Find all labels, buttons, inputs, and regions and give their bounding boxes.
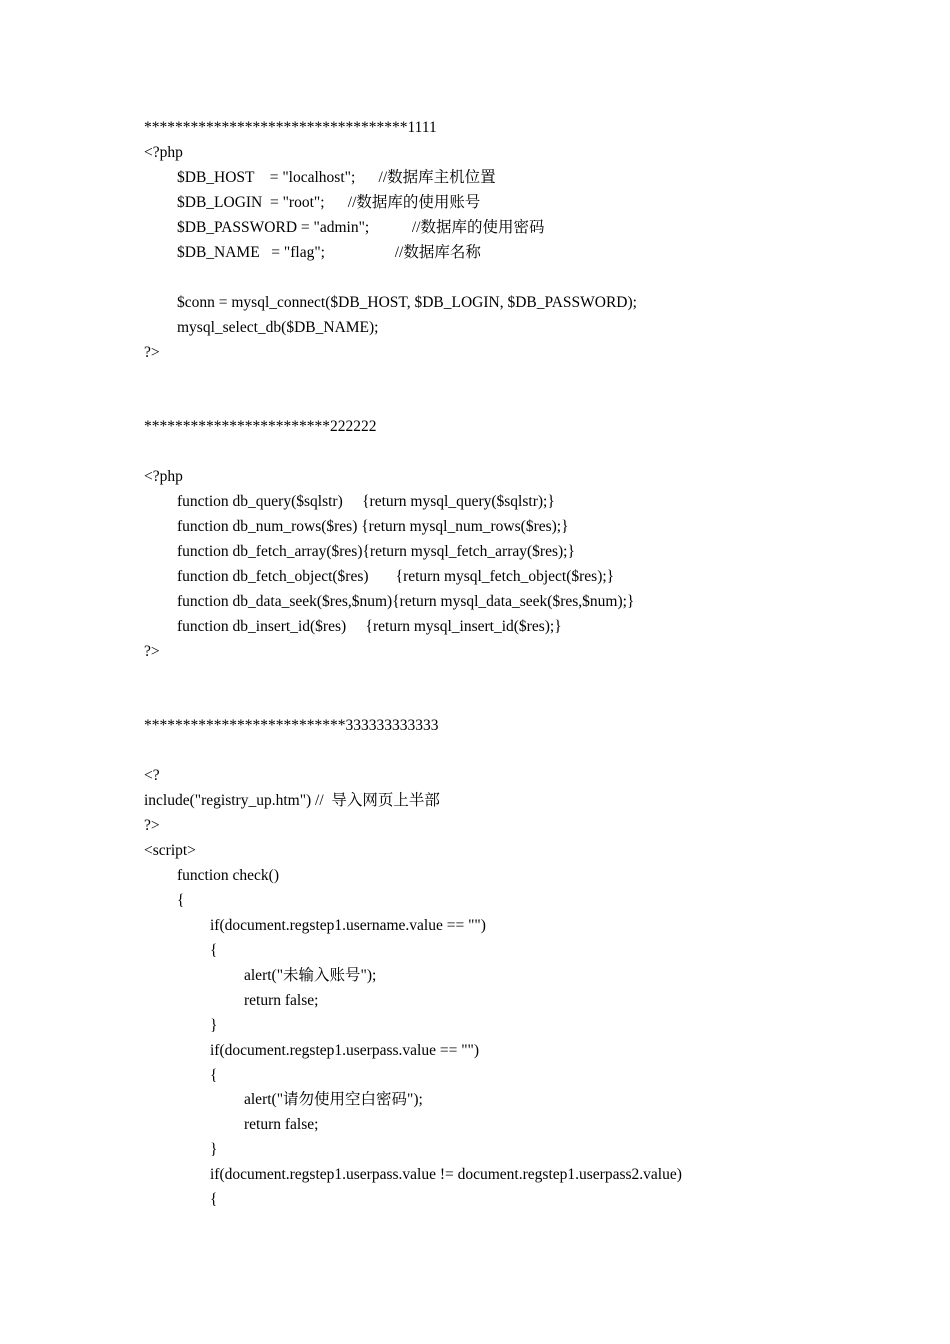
code-line: return false;	[244, 992, 319, 1009]
section-2-header: ************************222222	[144, 418, 377, 435]
section-3-header: **************************333333333333	[144, 717, 439, 734]
code-line: ?>	[144, 817, 160, 834]
code-line: $conn = mysql_connect($DB_HOST, $DB_LOGIN, $DB_PASSWORD);	[177, 294, 637, 311]
code-line: }	[210, 1017, 218, 1034]
code-line: {	[177, 892, 185, 909]
code-line: $DB_HOST = "localhost"; //数据库主机位置	[177, 169, 496, 186]
code-line: $DB_NAME = "flag"; //数据库名称	[177, 244, 481, 261]
code-line: function db_query($sqlstr) {return mysql_query($sqlstr);}	[177, 493, 555, 510]
section-1-header: **********************************1111	[144, 119, 437, 136]
code-line: return false;	[244, 1116, 319, 1133]
code-line: function db_fetch_array($res){return mysql_fetch_array($res);}	[177, 543, 575, 560]
code-line: alert("未输入账号");	[244, 967, 377, 984]
code-line: if(document.regstep1.username.value == "")	[210, 917, 486, 934]
code-line: include("registry_up.htm") // 导入网页上半部	[144, 792, 440, 809]
code-line: function db_data_seek($res,$num){return mysql_data_seek($res,$num);}	[177, 593, 635, 610]
code-line: ?>	[144, 344, 160, 361]
code-line: $DB_LOGIN = "root"; //数据库的使用账号	[177, 194, 481, 211]
code-line: mysql_select_db($DB_NAME);	[177, 319, 379, 336]
code-line: ?>	[144, 643, 160, 660]
code-line: {	[210, 1067, 218, 1084]
code-line: {	[210, 942, 218, 959]
code-line: if(document.regstep1.userpass.value != document.regstep1.userpass2.value)	[210, 1166, 682, 1183]
code-line: }	[210, 1141, 218, 1158]
code-line: <?php	[144, 468, 183, 485]
code-line: function db_num_rows($res) {return mysql_num_rows($res);}	[177, 518, 569, 535]
code-line: <?php	[144, 144, 183, 161]
code-line: $DB_PASSWORD = "admin"; //数据库的使用密码	[177, 219, 545, 236]
code-line: {	[210, 1191, 218, 1208]
code-line: <script>	[144, 842, 196, 859]
code-line: if(document.regstep1.userpass.value == "")	[210, 1042, 480, 1059]
code-line: function db_fetch_object($res) {return mysql_fetch_object($res);}	[177, 568, 615, 585]
code-line: function db_insert_id($res) {return mysql_insert_id($res);}	[177, 618, 562, 635]
code-line: <?	[144, 767, 160, 784]
code-line: alert("请勿使用空白密码");	[244, 1091, 423, 1108]
code-line: function check()	[177, 867, 279, 884]
